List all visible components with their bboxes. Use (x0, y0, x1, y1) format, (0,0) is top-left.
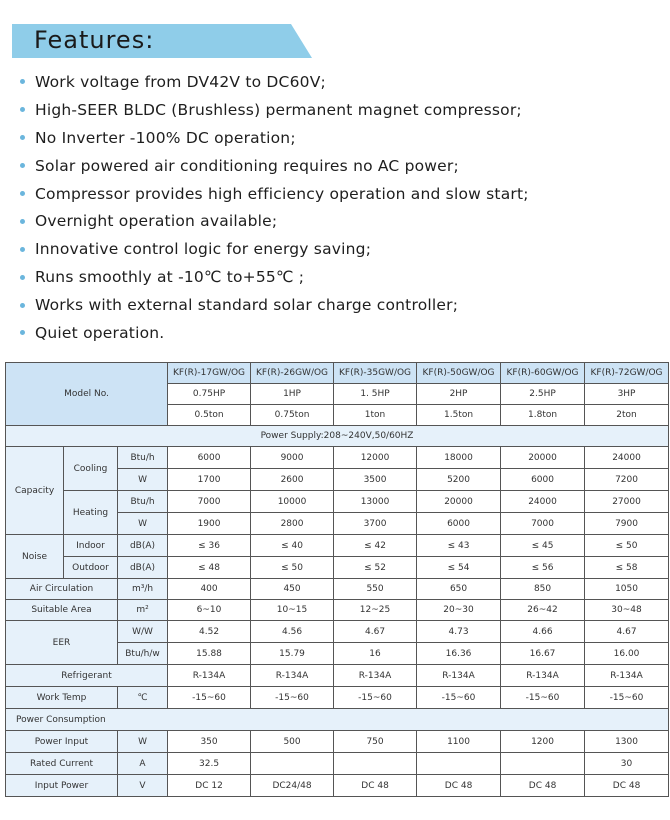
refrigerant-label: Refrigerant (6, 665, 168, 687)
value-cell: 12~25 (334, 600, 417, 621)
power-input-label: Power Input (6, 731, 118, 753)
value-cell: R-134A (168, 665, 251, 687)
table-row (6, 753, 669, 775)
hp-cell: 1HP (251, 384, 334, 405)
table-row (6, 579, 669, 600)
value-cell: 4.52 (168, 621, 251, 643)
value-cell: 1700 (168, 469, 251, 491)
hp-cell: 2HP (417, 384, 501, 405)
table-row (6, 600, 669, 621)
value-cell: 750 (334, 731, 417, 753)
value-cell: 7900 (585, 513, 669, 535)
unit-cell: W (118, 469, 168, 491)
value-cell: 7000 (168, 491, 251, 513)
feature-item: High-SEER BLDC (Brushless) permanent magnet compressor; (20, 96, 660, 124)
model-cell: KF(R)-72GW/OG (585, 363, 669, 384)
value-cell: 5200 (417, 469, 501, 491)
hp-cell: 0.75HP (168, 384, 251, 405)
ton-cell: 1.5ton (417, 405, 501, 426)
value-cell: 10~15 (251, 600, 334, 621)
air-label: Air Circulation (6, 579, 118, 600)
table-row (6, 447, 669, 469)
ton-cell: 1ton (334, 405, 417, 426)
value-cell: 16.36 (417, 643, 501, 665)
value-cell: 30~48 (585, 600, 669, 621)
value-cell: R-134A (417, 665, 501, 687)
value-cell: ≤ 58 (585, 557, 669, 579)
value-cell: 6000 (417, 513, 501, 535)
ton-cell: 1.8ton (501, 405, 585, 426)
value-cell: DC 48 (417, 775, 501, 797)
value-cell: DC 12 (168, 775, 251, 797)
value-cell: 350 (168, 731, 251, 753)
value-cell: 2800 (251, 513, 334, 535)
value-cell: 3700 (334, 513, 417, 535)
rated-current-label: Rated Current (6, 753, 118, 775)
value-cell: ≤ 43 (417, 535, 501, 557)
value-cell: 6000 (501, 469, 585, 491)
table-row (6, 775, 669, 797)
unit-cell: A (118, 753, 168, 775)
model-cell: KF(R)-60GW/OG (501, 363, 585, 384)
ton-cell: 0.5ton (168, 405, 251, 426)
indoor-label: Indoor (64, 535, 118, 557)
value-cell (501, 753, 585, 775)
model-cell: KF(R)-26GW/OG (251, 363, 334, 384)
hp-cell: 1. 5HP (334, 384, 417, 405)
bullet-icon (20, 247, 25, 252)
table-row (6, 731, 669, 753)
value-cell: 15.79 (251, 643, 334, 665)
value-cell: ≤ 56 (501, 557, 585, 579)
power-supply: Power Supply:208~240V,50/60HZ (6, 426, 669, 447)
value-cell (334, 753, 417, 775)
table-row (6, 363, 669, 384)
value-cell: -15~60 (501, 687, 585, 709)
table-row (6, 621, 669, 643)
model-label: Model No. (6, 363, 168, 426)
bullet-icon (20, 107, 25, 112)
value-cell: 4.67 (334, 621, 417, 643)
table-row (6, 491, 669, 513)
bullet-icon (20, 275, 25, 280)
value-cell: ≤ 40 (251, 535, 334, 557)
value-cell: ≤ 42 (334, 535, 417, 557)
value-cell: ≤ 50 (251, 557, 334, 579)
value-cell: 20000 (501, 447, 585, 469)
value-cell: 7200 (585, 469, 669, 491)
feature-item: Quiet operation. (20, 319, 660, 347)
cooling-label: Cooling (64, 447, 118, 491)
value-cell: 1200 (501, 731, 585, 753)
value-cell: ≤ 50 (585, 535, 669, 557)
spec-table (5, 362, 669, 797)
value-cell: 10000 (251, 491, 334, 513)
value-cell: 20~30 (417, 600, 501, 621)
ton-cell: 0.75ton (251, 405, 334, 426)
consumption-label: Power Consumption (6, 709, 669, 731)
unit-cell: m³/h (118, 579, 168, 600)
unit-cell: dB(A) (118, 535, 168, 557)
bullet-icon (20, 163, 25, 168)
unit-cell: ℃ (118, 687, 168, 709)
area-label: Suitable Area (6, 600, 118, 621)
feature-item: Work voltage from DV42V to DC60V; (20, 68, 660, 96)
unit-cell: W (118, 731, 168, 753)
value-cell: 4.67 (585, 621, 669, 643)
heating-label: Heating (64, 491, 118, 535)
feature-item: Overnight operation available; (20, 207, 660, 235)
value-cell: DC 48 (334, 775, 417, 797)
value-cell: 27000 (585, 491, 669, 513)
model-cell: KF(R)-35GW/OG (334, 363, 417, 384)
value-cell: 650 (417, 579, 501, 600)
bullet-icon (20, 135, 25, 140)
value-cell: DC 48 (501, 775, 585, 797)
value-cell: 850 (501, 579, 585, 600)
unit-cell: W (118, 513, 168, 535)
ton-cell: 2ton (585, 405, 669, 426)
value-cell: 24000 (585, 447, 669, 469)
feature-item: Works with external standard solar charge controller; (20, 291, 660, 319)
feature-item: Innovative control logic for energy saving; (20, 235, 660, 263)
value-cell: 450 (251, 579, 334, 600)
value-cell: 16 (334, 643, 417, 665)
value-cell: 18000 (417, 447, 501, 469)
model-cell: KF(R)-50GW/OG (417, 363, 501, 384)
value-cell: ≤ 48 (168, 557, 251, 579)
value-cell: ≤ 54 (417, 557, 501, 579)
table-row (6, 687, 669, 709)
table-row (6, 665, 669, 687)
value-cell: ≤ 52 (334, 557, 417, 579)
value-cell: 1900 (168, 513, 251, 535)
value-cell: 7000 (501, 513, 585, 535)
unit-cell: W/W (118, 621, 168, 643)
value-cell: -15~60 (168, 687, 251, 709)
value-cell: 4.73 (417, 621, 501, 643)
value-cell: 3500 (334, 469, 417, 491)
table-row (6, 557, 669, 579)
eer-label: EER (6, 621, 118, 665)
value-cell: -15~60 (585, 687, 669, 709)
hp-cell: 3HP (585, 384, 669, 405)
unit-cell: Btu/h (118, 491, 168, 513)
noise-label: Noise (6, 535, 64, 579)
value-cell: 400 (168, 579, 251, 600)
value-cell: 24000 (501, 491, 585, 513)
value-cell: 6~10 (168, 600, 251, 621)
outdoor-label: Outdoor (64, 557, 118, 579)
value-cell: 26~42 (501, 600, 585, 621)
bullet-icon (20, 219, 25, 224)
value-cell (251, 753, 334, 775)
capacity-label: Capacity (6, 447, 64, 535)
value-cell: 9000 (251, 447, 334, 469)
value-cell: DC 48 (585, 775, 669, 797)
value-cell: R-134A (251, 665, 334, 687)
unit-cell: dB(A) (118, 557, 168, 579)
bullet-icon (20, 330, 25, 335)
value-cell: 13000 (334, 491, 417, 513)
unit-cell: Btu/h (118, 447, 168, 469)
value-cell: ≤ 45 (501, 535, 585, 557)
value-cell: 32.5 (168, 753, 251, 775)
value-cell: 16.00 (585, 643, 669, 665)
bullet-icon (20, 191, 25, 196)
value-cell: 30 (585, 753, 669, 775)
input-power-label: Input Power (6, 775, 118, 797)
unit-cell: Btu/h/w (118, 643, 168, 665)
value-cell: ≤ 36 (168, 535, 251, 557)
table-row (6, 709, 669, 731)
value-cell: -15~60 (417, 687, 501, 709)
value-cell: -15~60 (334, 687, 417, 709)
value-cell: 2600 (251, 469, 334, 491)
feature-item: Runs smoothly at -10℃ to+55℃ ; (20, 263, 660, 291)
table-row (6, 535, 669, 557)
value-cell: 500 (251, 731, 334, 753)
features-title: Features: (34, 26, 155, 54)
value-cell: 20000 (417, 491, 501, 513)
value-cell: DC24/48 (251, 775, 334, 797)
value-cell: 6000 (168, 447, 251, 469)
feature-item: Compressor provides high efficiency operation and slow start; (20, 180, 660, 208)
value-cell: 4.56 (251, 621, 334, 643)
worktemp-label: Work Temp (6, 687, 118, 709)
value-cell: 1100 (417, 731, 501, 753)
features-list (20, 68, 660, 347)
value-cell: 15.88 (168, 643, 251, 665)
value-cell: 1050 (585, 579, 669, 600)
value-cell: R-134A (334, 665, 417, 687)
value-cell: 12000 (334, 447, 417, 469)
value-cell: R-134A (585, 665, 669, 687)
value-cell: 4.66 (501, 621, 585, 643)
bullet-icon (20, 79, 25, 84)
feature-item: No Inverter -100% DC operation; (20, 124, 660, 152)
unit-cell: m² (118, 600, 168, 621)
model-cell: KF(R)-17GW/OG (168, 363, 251, 384)
bullet-icon (20, 303, 25, 308)
table-row (6, 426, 669, 447)
value-cell: -15~60 (251, 687, 334, 709)
value-cell (417, 753, 501, 775)
hp-cell: 2.5HP (501, 384, 585, 405)
value-cell: 16.67 (501, 643, 585, 665)
value-cell: R-134A (501, 665, 585, 687)
feature-item: Solar powered air conditioning requires no AC power; (20, 152, 660, 180)
value-cell: 550 (334, 579, 417, 600)
unit-cell: V (118, 775, 168, 797)
value-cell: 1300 (585, 731, 669, 753)
